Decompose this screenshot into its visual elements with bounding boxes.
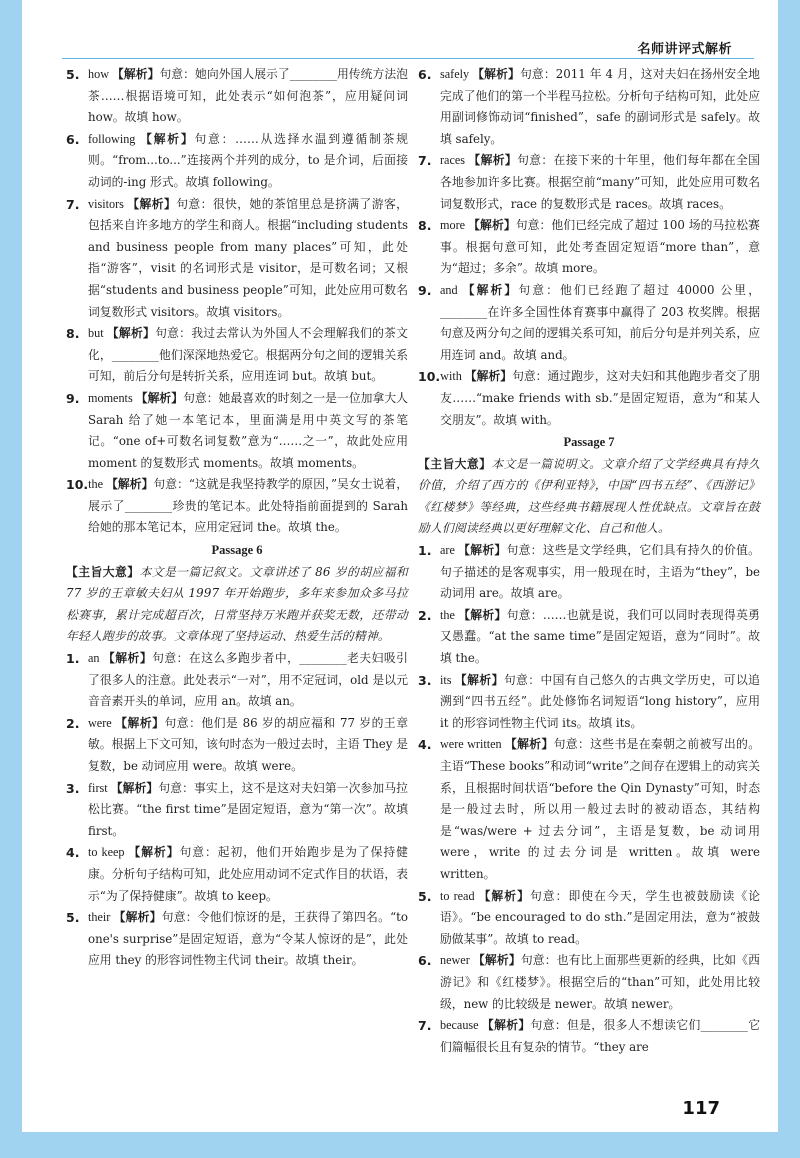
- passage6-answers-left: [66, 648, 408, 972]
- answer-item: [66, 323, 408, 388]
- item-number: 3.: [66, 780, 80, 796]
- analysis-text: 句意：事实上，这不是这对夫妇第一次参加马拉松比赛。“the first time”是固定短语，意为“第一次”。故填 first。: [88, 780, 408, 838]
- analysis-tag: 【解析】: [127, 845, 180, 860]
- item-number: 7.: [66, 196, 80, 212]
- item-body: [88, 907, 408, 972]
- analysis-tag: 【解析】: [464, 369, 513, 384]
- analysis-tag: 【解析】: [472, 953, 521, 968]
- item-body: [440, 215, 760, 280]
- passage6-answers-right: [418, 64, 760, 431]
- item-body: [88, 388, 408, 474]
- right-column: [418, 64, 760, 1058]
- item-number: 9.: [66, 390, 80, 406]
- summary-text: 本文是一篇说明文。文章介绍了文学经典具有持久价值，介绍了西方的《伊利亚特》，中国“四书五经”、《西游记》《红楼梦》等经典，这些经典书籍展现人性优缺点。文章旨在鼓励人们阅读经典以更好理解文化、自己和他人。: [418, 456, 761, 536]
- analysis-tag: 【解析】: [106, 326, 156, 341]
- answer-word: with: [440, 369, 462, 384]
- passage7-summary: [418, 454, 760, 540]
- analysis-tag: 【解析】: [454, 672, 504, 687]
- answer-item: [66, 474, 408, 539]
- answer-word: safely: [440, 67, 470, 81]
- item-number: 1.: [66, 651, 80, 667]
- passage7-answers: [418, 540, 760, 1058]
- answer-word: an: [88, 651, 100, 666]
- answer-word: because: [440, 1018, 479, 1033]
- answer-item: [418, 540, 760, 605]
- item-body: [440, 150, 760, 215]
- answer-word: how: [88, 67, 109, 81]
- analysis-text: 句意：我过去常认为外国人不会理解我们的茶文化，________他们深深地热爱它。根据两分句之间的逻辑关系可知，前后分句是转折关系，应用连词 but。故填 but。: [88, 326, 408, 384]
- answer-item: [418, 1015, 760, 1058]
- answer-word: more: [440, 218, 466, 233]
- analysis-tag: 【解析】: [113, 910, 162, 925]
- item-body: [440, 1015, 760, 1058]
- passage6-title: Passage 6: [211, 543, 263, 558]
- analysis-tag: 【解析】: [126, 196, 177, 211]
- item-body: [440, 950, 760, 1015]
- answer-item: [418, 64, 760, 150]
- item-body: [88, 64, 408, 129]
- answer-item: [66, 129, 408, 194]
- answer-word: the: [88, 477, 104, 492]
- answer-word: were written: [440, 737, 502, 752]
- answer-item: [418, 734, 760, 885]
- item-body: [440, 734, 760, 885]
- answer-word: moments: [88, 390, 133, 405]
- item-number: 10.: [418, 369, 441, 385]
- answer-item: [66, 713, 408, 778]
- analysis-text: 句意：2011 年 4 月，这对夫妇在扬州安全地完成了他们的第一个半程马拉松。分析句子结构可知，此处应用副词修饰动词“finished”，safe 的副词形式是 safely。故填 safely。: [440, 67, 760, 146]
- passage7-title: Passage 7: [563, 435, 615, 450]
- item-number: 4.: [418, 737, 432, 753]
- answer-word: and: [440, 282, 458, 297]
- item-number: 2.: [66, 715, 80, 731]
- answer-word: following: [88, 131, 136, 146]
- item-number: 6.: [418, 67, 432, 82]
- left-column: [66, 64, 408, 972]
- item-body: [88, 713, 408, 778]
- item-body: [440, 605, 760, 670]
- analysis-tag: 【解析】: [106, 477, 154, 492]
- answer-word: but: [88, 326, 104, 341]
- analysis-tag: 【解析】: [472, 67, 520, 81]
- item-number: 8.: [66, 326, 80, 342]
- item-number: 7.: [418, 153, 432, 169]
- answer-item: [418, 150, 760, 215]
- answer-word: their: [88, 910, 111, 925]
- analysis-tag: 【解析】: [135, 390, 184, 405]
- answer-item: [418, 366, 760, 431]
- analysis-text: 句意：令他们惊讶的是，王获得了第四名。“to one's surprise”是固定短语，意为“令某人惊讶的是”，此处应用 they 的形容词性物主代词 their。故填 their。: [88, 910, 408, 968]
- analysis-text: 句意：很快，她的茶馆里总是挤满了游客，包括来自许多地方的学生和商人。根据“including students and business people from many places”可知，此处指“游客”，visit 的名词形式是 visitor，是可数名词；又根据“students and business people”可知，此处应用可数名词复数形式 visitors。故填 visitors。: [88, 196, 408, 319]
- analysis-tag: 【解析】: [468, 153, 518, 168]
- item-body: [88, 194, 408, 324]
- analysis-text: 句意：在接下来的十年里，他们每年都在全国各地参加许多比赛。根据空前“many”可知，此处应用可数名词复数形式，race 的复数形式是 races。故填 races。: [440, 153, 760, 211]
- item-number: 5.: [66, 67, 80, 82]
- item-number: 2.: [418, 607, 432, 623]
- item-number: 4.: [66, 845, 80, 861]
- answer-word: to keep: [88, 845, 125, 860]
- analysis-text: 句意：这些是文学经典，它们具有持久的价值。句子描述的是客观事实，用一般现在时，主语为“they”，be 动词用 are。故填 are。: [440, 543, 760, 601]
- analysis-tag: 【解析】: [468, 218, 516, 233]
- analysis-text: 句意：中国有自己悠久的古典文学历史，可以追溯到“四书五经”。此处修饰名词短语“long history”，应用 it 的形容词性物主代词 its。故填 its。: [440, 672, 760, 730]
- analysis-tag: 【解析】: [460, 282, 519, 297]
- item-body: [440, 886, 760, 951]
- analysis-tag: 【解析】: [481, 1018, 531, 1033]
- header-divider: [62, 58, 754, 59]
- item-number: 8.: [418, 218, 432, 234]
- analysis-tag: 【解析】: [138, 131, 195, 146]
- answer-word: the: [440, 607, 455, 622]
- item-body: [88, 129, 408, 194]
- answer-item: [418, 280, 760, 366]
- item-number: 6.: [66, 131, 80, 147]
- bottom-border: [0, 1132, 800, 1158]
- analysis-text: 句意：她向外国人展示了________用传统方法泡茶……根据语境可知，此处表示“如何泡茶”，应用疑问词 how。故填 how。: [88, 67, 408, 125]
- item-body: [88, 323, 408, 388]
- item-body: [88, 648, 408, 713]
- analysis-text: 句意：这些书是在秦朝之前被写出的。主语“These books”和动词“write”之间存在逻辑上的动宾关系，且根据时间状语“before the Qin Dynasty”可知，时态是一般过去时，所以用一般过去时的被动语态，其结构是“was/were + 过去分词”，主语是复数，be 动词用 were，write 的过去分词是 written。故填 were written。: [440, 737, 760, 881]
- item-body: [88, 842, 408, 907]
- analysis-tag: 【解析】: [504, 737, 554, 752]
- answer-word: races: [440, 153, 466, 168]
- answer-item: [66, 648, 408, 713]
- answer-item: [66, 64, 408, 129]
- analysis-tag: 【解析】: [114, 715, 165, 730]
- analysis-text: 句意：他们已经跑了超过 40000 公里，________在许多全国性体育赛事中赢得了 203 枚奖牌。根据句意及两分句之间的逻辑关系可知，前后分句是并列关系，应用连词 and。故填 and。: [440, 282, 760, 362]
- analysis-text: 句意：起初，他们开始跑步是为了保持健康。分析句子结构可知，此处应用动词不定式作目的状语，表示“为了保持健康”。故填 to keep。: [88, 845, 408, 903]
- analysis-text: 句意：即使在今天，学生也被鼓励读《论语》。“be encouraged to do sth.”是固定用法，意为“被鼓励做某事”。故填 to read。: [440, 888, 760, 946]
- item-body: [440, 64, 760, 150]
- answer-item: [66, 842, 408, 907]
- analysis-tag: 【解析】: [457, 543, 507, 558]
- analysis-text: 句意：在这么多跑步者中，________老夫妇吸引了很多人的注意。此处表示“一对”，用不定冠词，old 是以元音音素开头的单词，应用 an。故填 an。: [88, 651, 408, 709]
- answer-word: visitors: [88, 196, 124, 211]
- analysis-text: 句意：他们是 86 岁的胡应福和 77 岁的王章敏。根据上下文可知，该句时态为一般过去时，主语 They 是复数，be 动词应用 were。故填 were。: [88, 715, 408, 773]
- answer-item: [66, 907, 408, 972]
- answer-item: [418, 670, 760, 735]
- passage6-summary: [66, 562, 408, 648]
- analysis-tag: 【解析】: [102, 651, 153, 666]
- answer-word: were: [88, 715, 112, 730]
- answer-item: [418, 605, 760, 670]
- item-body: [88, 778, 408, 843]
- analysis-text: 句意：她最喜欢的时刻之一是一位加拿大人 Sarah 给了她一本笔记本，里面满是用中英文写的茶笔记。“one of+可数名词复数”意为“……之一”，故此处应用 moment 的复数形式 moments。故填 moments。: [88, 390, 408, 470]
- item-number: 1.: [418, 543, 432, 559]
- analysis-tag: 【解析】: [110, 780, 159, 795]
- item-body: [440, 280, 760, 366]
- answer-item: [418, 886, 760, 951]
- analysis-tag: 【解析】: [112, 67, 160, 81]
- answer-word: first: [88, 780, 108, 795]
- analysis-text: 句意：也有比上面那些更新的经典，比如《西游记》和《红楼梦》。根据空后的“than”可知，此处用比较级，new 的比较级是 newer。故填 newer。: [440, 953, 760, 1011]
- item-body: [88, 474, 408, 539]
- summary-text: 本文是一篇记叙文。文章讲述了 86 岁的胡应福和 77 岁的王章敏夫妇从 1997 年开始跑步，多年来参加众多马拉松赛事，累计完成超百次，日常坚持万米跑并获奖无数，还带动年轻人跑步的故事。文章体现了坚持运动、热爱生活的精神。: [66, 564, 409, 644]
- answer-word: newer: [440, 953, 470, 968]
- analysis-text: 句意：但是，很多人不想读它们________它们篇幅很长且有复杂的情节。“they are: [440, 1018, 760, 1054]
- header-title: 名师讲评式解析: [637, 42, 732, 57]
- summary-tag: 【主旨大意】: [418, 456, 492, 471]
- passage5-answers: [66, 64, 408, 539]
- item-number: 5.: [418, 888, 432, 904]
- answer-word: to read: [440, 888, 475, 903]
- analysis-text: 句意：通过跑步，这对夫妇和其他跑步者交了朋友……“make friends with sb.”是固定短语，意为“和某人交朋友”。故填 with。: [440, 369, 760, 427]
- item-number: 7.: [418, 1018, 432, 1034]
- page-number: 117: [682, 1098, 720, 1119]
- item-body: [440, 670, 760, 735]
- answer-item: [66, 778, 408, 843]
- analysis-tag: 【解析】: [477, 888, 530, 903]
- item-body: [440, 366, 760, 431]
- answer-word: are: [440, 543, 455, 558]
- summary-tag: 【主旨大意】: [66, 564, 140, 579]
- analysis-text: 句意：……从选择水温到遵循制茶规则。“from...to...”连接两个并列的成分，to 是介词，后面接动词的-ing 形式。故填 following。: [88, 131, 408, 189]
- answer-word: its: [440, 672, 452, 687]
- analysis-text: 句意：……也就是说，我们可以同时表现得英勇又愚蠢。“at the same time”是固定短语，意为“同时”。故填 the。: [440, 607, 760, 666]
- analysis-text: 句意：“这就是我坚持教学的原因，”吴女士说着，展示了________珍贵的笔记本。此处特指前面提到的 Sarah 给她的那本笔记本，应用定冠词 the。故填 the。: [88, 477, 408, 535]
- item-number: 10.: [66, 477, 89, 493]
- answer-item: [418, 950, 760, 1015]
- item-number: 9.: [418, 282, 432, 298]
- page: [22, 0, 778, 1158]
- item-body: [440, 540, 760, 605]
- answer-item: [66, 388, 408, 474]
- analysis-text: 句意：他们已经完成了超过 100 场的马拉松赛事。根据句意可知，此处考查固定短语“more than”，意为“超过；多余”。故填 more。: [440, 218, 760, 276]
- analysis-tag: 【解析】: [457, 607, 507, 622]
- answer-item: [66, 194, 408, 324]
- item-number: 3.: [418, 672, 432, 688]
- item-number: 5.: [66, 910, 80, 926]
- item-number: 6.: [418, 953, 432, 969]
- answer-item: [418, 215, 760, 280]
